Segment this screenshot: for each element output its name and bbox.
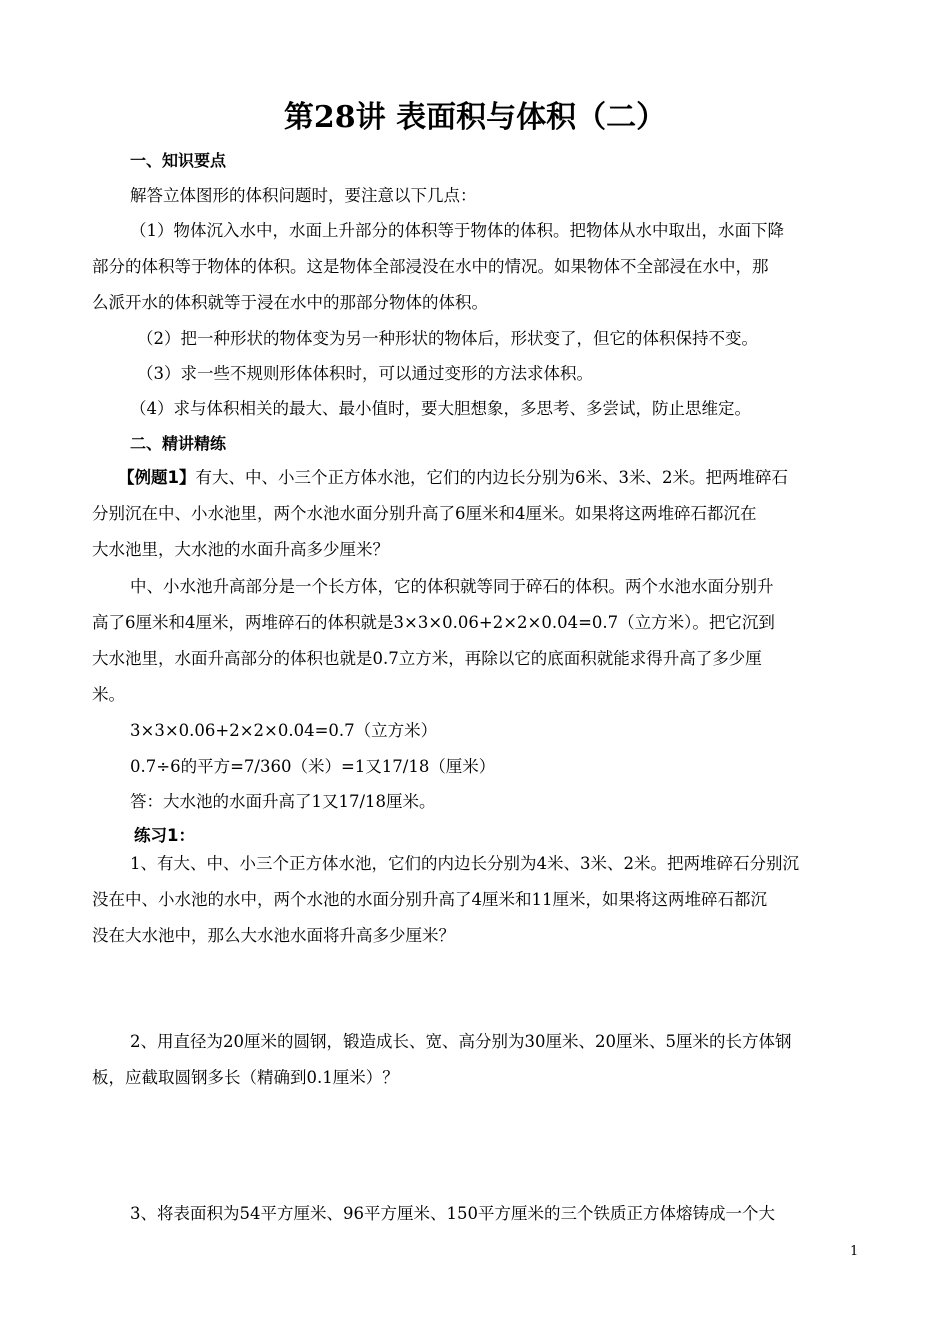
example-1-line-2: 分别沉在中、小水池里，两个水池水面分别升高了6厘米和4厘米。如果将这两堆碎石都沉在	[92, 504, 757, 523]
practice-1-heading: 练习1：	[134, 826, 195, 845]
knowledge-point-1-line-1: （1）物体沉入水中，水面上升部分的体积等于物体的体积。把物体从水中取出，水面下降	[130, 221, 784, 240]
example-1-line-3: 大水池里，大水池的水面升高多少厘米？	[92, 540, 389, 559]
knowledge-point-2: （2）把一种形状的物体变为另一种形状的物体后，形状变了，但它的体积保持不变。	[137, 329, 758, 348]
page-title: 第28讲 表面积与体积（二）	[283, 100, 667, 135]
example-1-analysis-line-2: 高了6厘米和4厘米，两堆碎石的体积就是3×3×0.06+2×2×0.04=0.7（立方米）。把它沉到	[92, 613, 775, 632]
practice-1-q2-line-2: 板，应截取圆钢多长（精确到0.1厘米）？	[92, 1068, 399, 1087]
practice-1-q2-line-1: 2、用直径为20厘米的圆钢，锻造成长、宽、高分别为30厘米、20厘米、5厘米的长方体钢	[130, 1032, 792, 1051]
example-1-analysis-line-3: 大水池里，水面升高部分的体积也就是0.7立方米，再除以它的底面积就能求得升高了多少厘	[92, 649, 762, 668]
example-1-analysis-line-1: 中、小水池升高部分是一个长方体，它的体积就等同于碎石的体积。两个水池水面分别升	[130, 577, 774, 596]
knowledge-intro: 解答立体图形的体积问题时，要注意以下几点：	[130, 186, 477, 205]
page-number: 1	[850, 1244, 859, 1259]
example-1-line-1	[118, 467, 788, 489]
example-1-label: 【例题1】	[118, 468, 196, 487]
section-heading-knowledge: 一、知识要点	[130, 151, 227, 170]
example-1-calc-2: 0.7÷6的平方=7/360（米）=1又17/18（厘米）	[130, 757, 496, 776]
example-1-answer: 答：大水池的水面升高了1又17/18厘米。	[130, 792, 436, 811]
knowledge-point-1-line-3: 么派开水的体积就等于浸在水中的那部分物体的体积。	[92, 293, 488, 312]
example-1-text: 有大、中、小三个正方体水池，它们的内边长分别为6米、3米、2米。把两堆碎石	[195, 468, 788, 487]
practice-1-q1-line-1: 1、有大、中、小三个正方体水池，它们的内边长分别为4米、3米、2米。把两堆碎石分别沉	[130, 854, 799, 873]
knowledge-point-1-line-2: 部分的体积等于物体的体积。这是物体全部浸没在水中的情况。如果物体不全部浸在水中，那	[92, 257, 769, 276]
practice-1-q1-line-2: 没在中、小水池的水中，两个水池的水面分别升高了4厘米和11厘米，如果将这两堆碎石都沉	[92, 890, 767, 909]
example-1-analysis-line-4: 米。	[92, 685, 125, 704]
practice-1-q1-line-3: 没在大水池中，那么大水池水面将升高多少厘米？	[92, 926, 455, 945]
section-heading-practice: 二、精讲精练	[130, 434, 227, 453]
example-1-calc-1: 3×3×0.06+2×2×0.04=0.7（立方米）	[130, 721, 438, 740]
practice-1-q3-line-1: 3、将表面积为54平方厘米、96平方厘米、150平方厘米的三个铁质正方体熔铸成一个大	[130, 1204, 775, 1223]
knowledge-point-3: （3）求一些不规则形体体积时，可以通过变形的方法求体积。	[137, 364, 593, 383]
knowledge-point-4: （4）求与体积相关的最大、最小值时，要大胆想象，多思考、多尝试，防止思维定。	[130, 399, 751, 418]
